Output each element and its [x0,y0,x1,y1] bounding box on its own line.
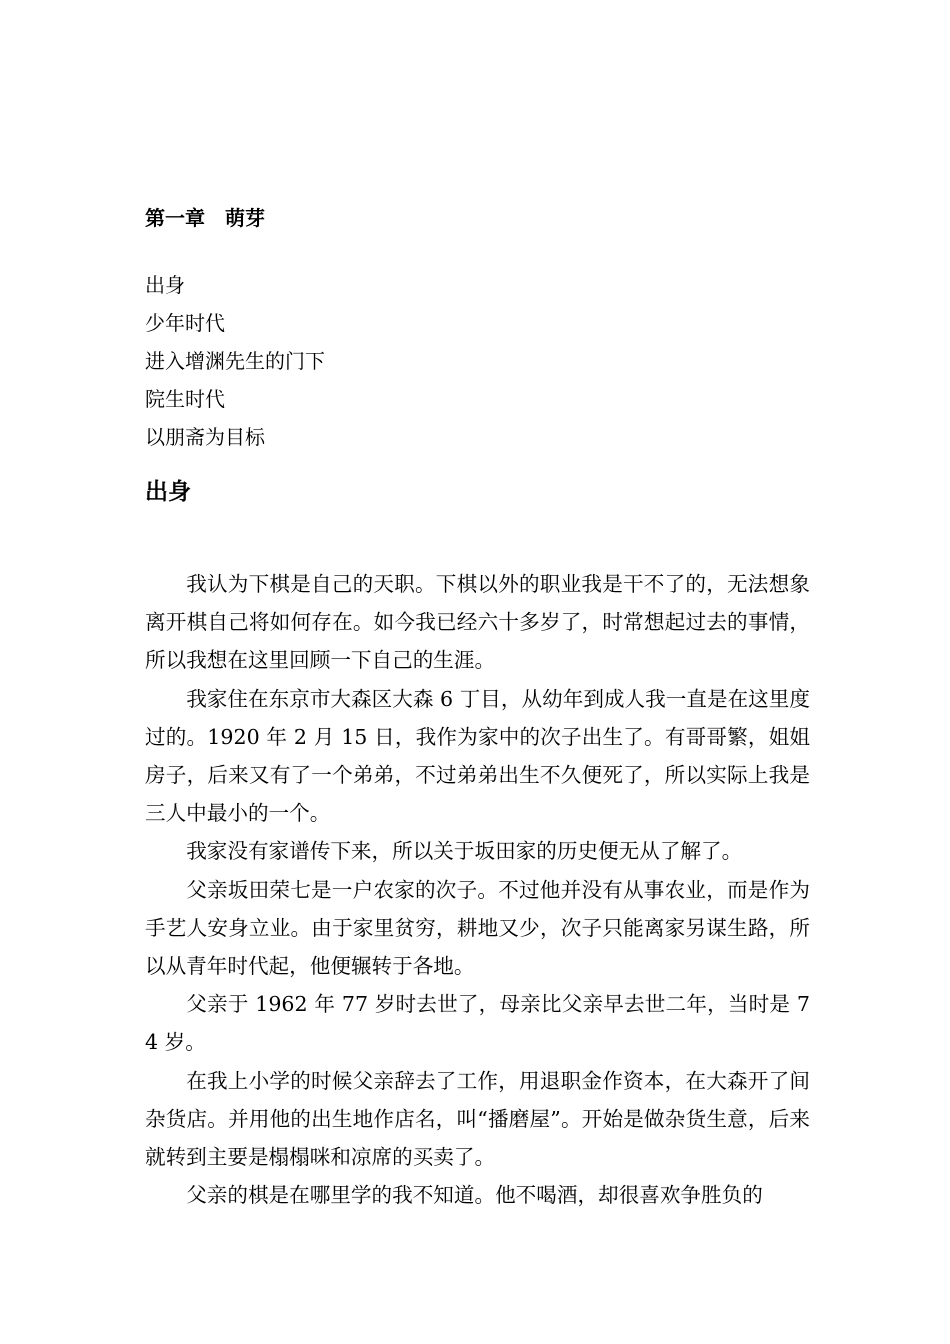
paragraph: 父亲的棋是在哪里学的我不知道。他不喝酒，却很喜欢争胜负的 [186,1183,763,1208]
body-text [145,565,810,1214]
paragraph: 在我上小学的时候父亲辞去了工作，用退职金作资本，在大森开了间杂货店。并用他的出生地作店名，叫“播磨屋”。开始是做杂货生意，后来就转到主要是榻榻咪和凉席的买卖了。 [145,1068,810,1170]
paragraph: 父亲坂田荣七是一户农家的次子。不过他并没有从事农业，而是作为手艺人安身立业。由于家里贫穷，耕地又少，次子只能离家另谋生路，所以从青年时代起，他便辗转于各地。 [145,877,810,979]
paragraph: 父亲于 1962 年 77 岁时去世了，母亲比父亲早去世二年，当时是 74 岁。 [145,992,810,1055]
toc-item: 院生时代 [145,387,225,411]
document-page [145,0,810,1344]
toc-item: 出身 [145,273,185,297]
toc-item: 少年时代 [145,311,225,335]
paragraph: 我家住在东京市大森区大森 6 丁目，从幼年到成人我一直是在这里度过的。1920 年 2 月 15 日，我作为家中的次子出生了。有哥哥繁，姐姐房子，后来又有了一个弟弟，不过弟弟出生不久便死了，所以实际上我是三人中最小的一个。 [145,686,810,826]
section-title: 出身 [145,478,191,505]
table-of-contents [145,266,325,456]
paragraph: 我家没有家谱传下来，所以关于坂田家的历史便无从了解了。 [186,839,743,864]
paragraph: 我认为下棋是自己的天职。下棋以外的职业我是干不了的，无法想象离开棋自己将如何存在。如今我已经六十多岁了，时常想起过去的事情，所以我想在这里回顾一下自己的生涯。 [145,572,810,673]
chapter-title: 第一章 萌芽 [145,206,265,230]
toc-item: 进入增渊先生的门下 [145,349,325,373]
toc-item: 以朋斋为目标 [145,425,265,449]
